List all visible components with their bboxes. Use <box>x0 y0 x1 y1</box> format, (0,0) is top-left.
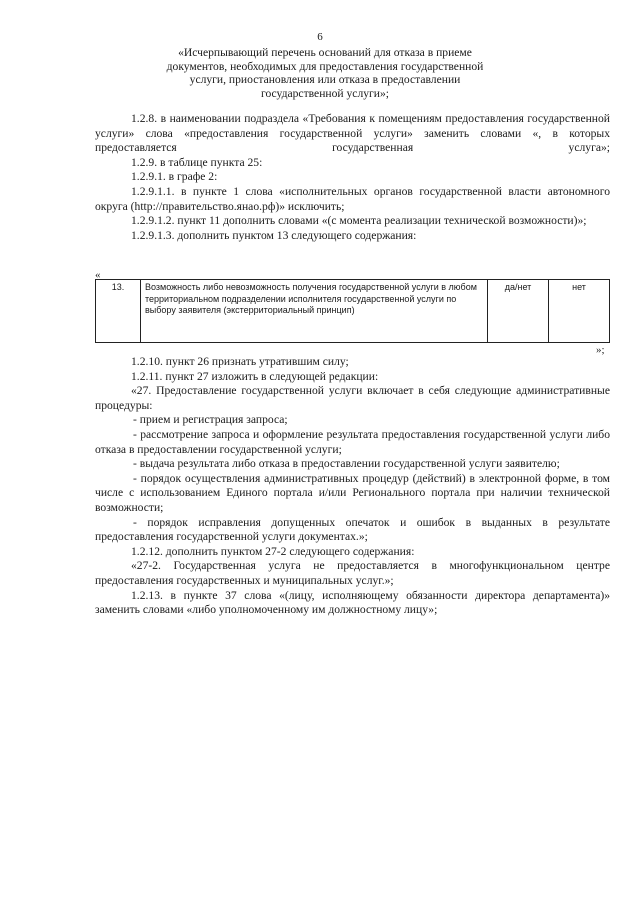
paragraph-1-2-9-1-3: 1.2.9.1.3. дополнить пунктом 13 следующего содержания: <box>131 228 417 242</box>
inserted-table <box>95 279 610 343</box>
paragraph-1-2-10: 1.2.10. пункт 26 признать утратившим силу; <box>131 355 349 368</box>
paragraph-1-2-11: 1.2.11. пункт 27 изложить в следующей редакции: <box>131 369 379 383</box>
heading-line: государственной услуги»; <box>260 86 390 100</box>
paragraph-1-2-13: 1.2.13. в пункте 37 слова «(лицу, исполняющему обязанности директора департамента)» заменить словами «либо уполномоченному им должностному лицу»; <box>95 588 610 617</box>
heading-line: «Исчерпывающий перечень оснований для отказа в приеме <box>178 46 472 59</box>
paragraph-1-2-9-1-1: 1.2.9.1.1. в пункте 1 слова «исполнительных органов государственной власти автономного округа (http://правительство.янао.рф)» исключить; <box>95 184 610 213</box>
list-item: - прием и регистрация запроса; <box>133 413 288 427</box>
amendments-block-1 <box>95 112 610 243</box>
list-item: - порядок исправления допущенных опечаток и ошибок в выданных в результате предоставления государственной услуги документах.»; <box>95 515 610 544</box>
table-cell-no: нет <box>549 280 610 343</box>
paragraph-27: «27. Предоставление государственной услуги включает в себя следующие административные процедуры: <box>95 384 610 412</box>
paragraph-1-2-12: 1.2.12. дополнить пунктом 27-2 следующего содержания: <box>131 544 415 558</box>
heading-line: услуги, приостановления или отказа в предоставлении <box>189 73 461 87</box>
amendments-block-2 <box>95 355 610 618</box>
quoted-heading <box>125 46 525 100</box>
heading-line: документов, необходимых для предоставления государственной <box>166 59 484 73</box>
paragraph-1-2-8: 1.2.8. в наименовании подраздела «Требования к помещениям предоставления государственной услуги» слова «предоставления государственной услуги» заменить словами «, в которых предоставляется государственная услуга»; <box>95 112 610 155</box>
table-cell-yes-no: да/нет <box>488 280 549 343</box>
paragraph-1-2-9-1: 1.2.9.1. в графе 2: <box>131 170 218 184</box>
list-item: - выдача результата либо отказа в предоставлении государственной услуги заявителю; <box>133 457 560 471</box>
list-item: - рассмотрение запроса и оформление результата предоставления государственной услуги либо отказа в предоставлении государственной услуги; <box>95 427 610 456</box>
paragraph-1-2-9-1-2: 1.2.9.1.2. пункт 11 дополнить словами «(с момента реализации технической возможности)»; <box>131 214 587 228</box>
paragraph-1-2-9: 1.2.9. в таблице пункта 25: <box>131 155 263 169</box>
table-row <box>96 280 610 343</box>
page-number: 6 <box>317 31 323 43</box>
table-close-quote: »; <box>596 344 605 356</box>
paragraph-27-2: «27-2. Государственная услуга не предоставляется в многофункциональном центре предоставления государственных и муниципальных услуг.»; <box>95 559 610 587</box>
list-item: - порядок осуществления административных процедур (действий) в электронной форме, в том числе с использованием Единого портала и/или Регионального портала при наличии технической возможности; <box>95 471 610 514</box>
table-13 <box>95 279 610 343</box>
table-cell-text: Возможность либо невозможность получения государственной услуги в любом территориальном подразделении исполнителя государственной услуги по выбору заявителя (экстерриториальный принцип) <box>141 280 488 343</box>
table-cell-number: 13. <box>96 280 141 343</box>
table-open-quote: « <box>95 269 101 281</box>
